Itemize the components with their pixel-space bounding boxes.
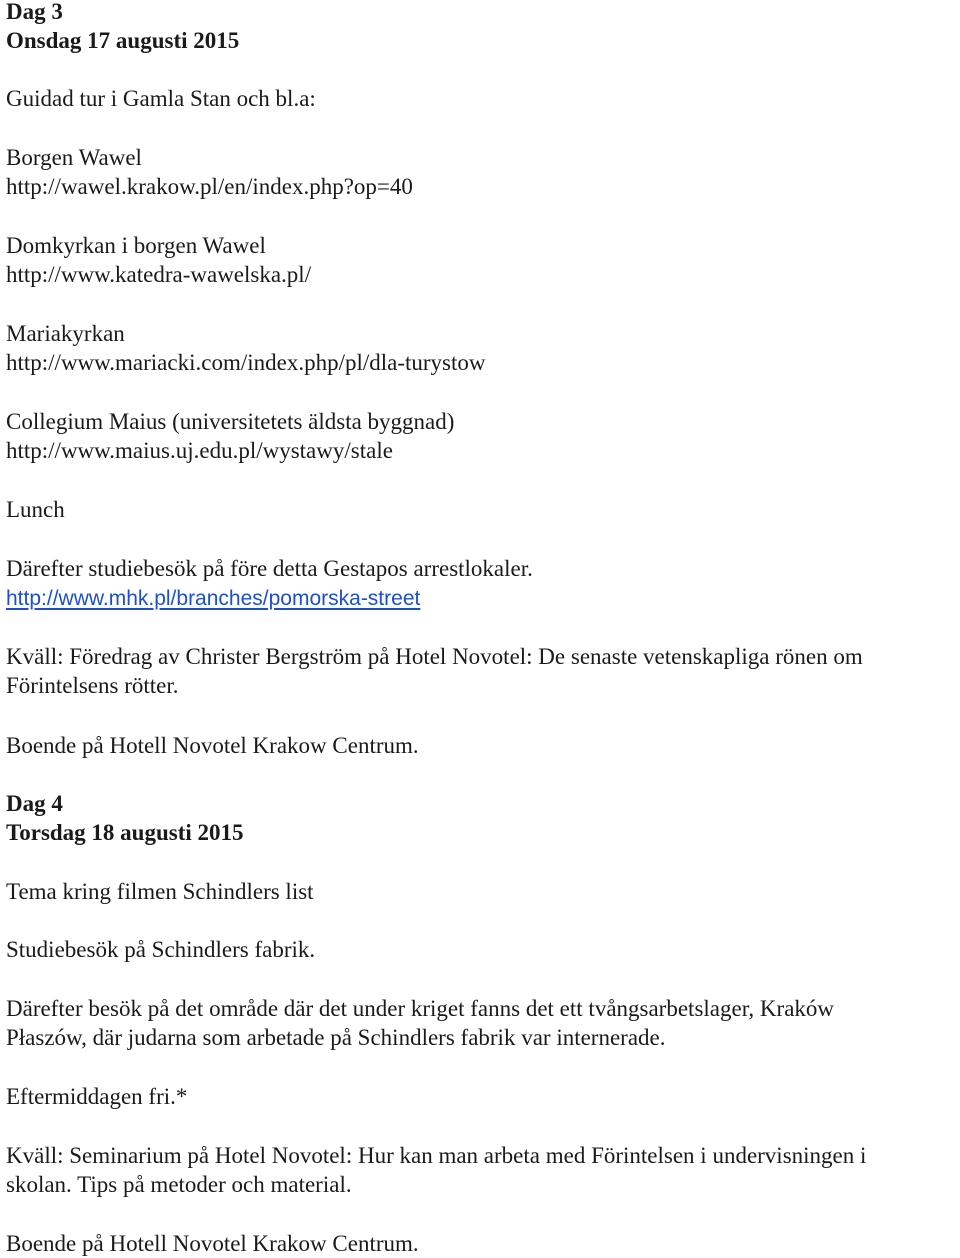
evening-lecture-line1: Kväll: Föredrag av Christer Bergström på Hotel Novotel: De senaste vetenskapliga rönen om: [6, 644, 863, 669]
site-url-mariakyrkan: http://www.mariacki.com/index.php/pl/dla-turystow: [6, 350, 486, 375]
site-url-wawel: http://wawel.krakow.pl/en/index.php?op=40: [6, 174, 413, 199]
site-url-cathedral: http://www.katedra-wawelska.pl/: [6, 262, 312, 287]
site-name-mariakyrkan: Mariakyrkan: [6, 321, 125, 346]
plaszow-line1: Därefter besök på det område där det under kriget fanns det ett tvångsarbetslager, Kraków: [6, 996, 835, 1021]
afternoon-free: Eftermiddagen fri.*: [6, 1084, 188, 1109]
evening-lecture-line2: Förintelsens rötter.: [6, 673, 179, 698]
day3-date: Onsdag 17 augusti 2015: [6, 28, 240, 53]
seminar-line2: skolan. Tips på metoder och material.: [6, 1172, 352, 1197]
site-url-collegium: http://www.maius.uj.edu.pl/wystawy/stale: [6, 438, 393, 463]
site-name-wawel: Borgen Wawel: [6, 145, 142, 170]
day4-visit: Studiebesök på Schindlers fabrik.: [6, 937, 316, 962]
day3-heading: Dag 3: [6, 0, 63, 24]
day3-lodging: Boende på Hotell Novotel Krakow Centrum.: [6, 733, 419, 758]
day4-date: Torsdag 18 augusti 2015: [6, 820, 244, 845]
day4-heading: Dag 4: [6, 791, 63, 816]
day4-theme: Tema kring filmen Schindlers list: [6, 879, 314, 904]
gestapo-text: Därefter studiebesök på före detta Gestapos arrestlokaler.: [6, 556, 533, 581]
plaszow-line2: Płaszów, där judarna som arbetade på Schindlers fabrik var internerade.: [6, 1025, 666, 1050]
day3-intro: Guidad tur i Gamla Stan och bl.a:: [6, 86, 316, 111]
lunch-text: Lunch: [6, 497, 65, 522]
seminar-line1: Kväll: Seminarium på Hotel Novotel: Hur kan man arbeta med Förintelsen i undervisningen i: [6, 1143, 867, 1168]
day4-lodging: Boende på Hotell Novotel Krakow Centrum.: [6, 1231, 419, 1256]
site-name-collegium: Collegium Maius (universitetets äldsta byggnad): [6, 409, 455, 434]
site-name-cathedral: Domkyrkan i borgen Wawel: [6, 233, 266, 258]
gestapo-link[interactable]: http://www.mhk.pl/branches/pomorska-street: [6, 587, 421, 610]
